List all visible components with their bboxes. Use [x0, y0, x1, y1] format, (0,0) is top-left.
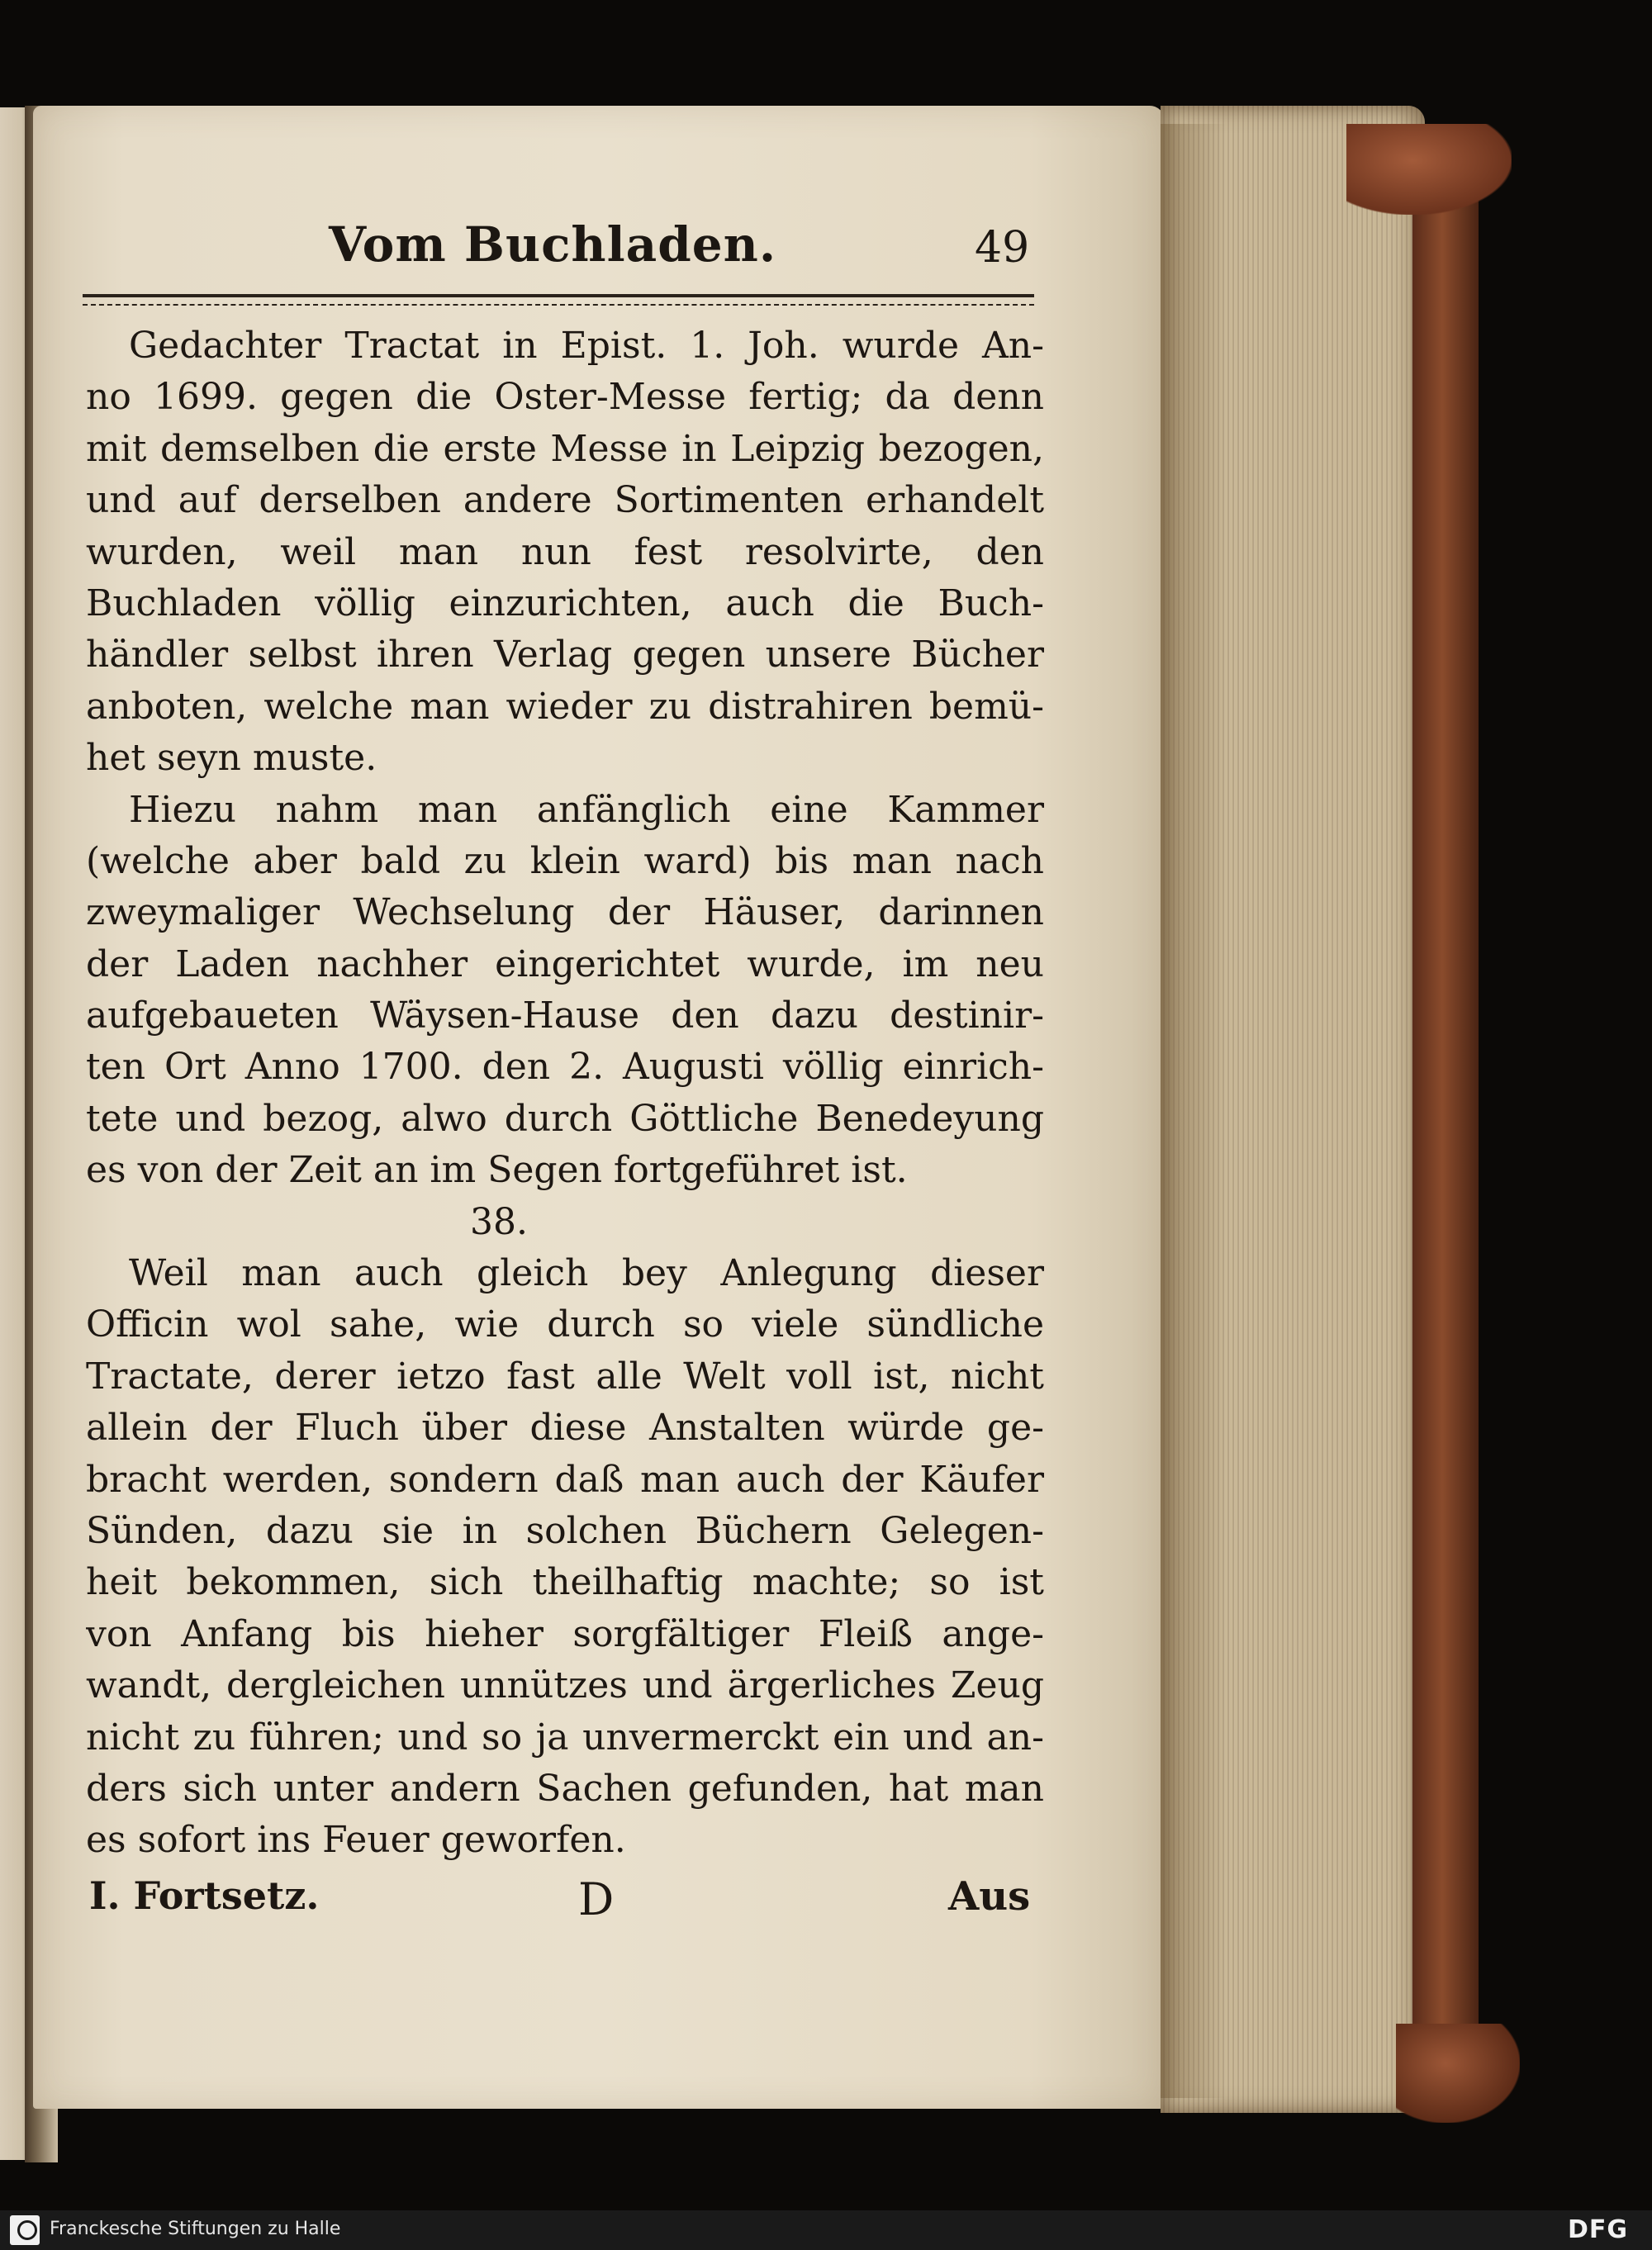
text-line: wurden, weil man nun fest resolvirte, den	[86, 530, 1044, 573]
text-line: Sünden, dazu sie in solchen Büchern Gelegen-	[86, 1509, 1044, 1552]
leather-cover	[1412, 140, 1479, 2115]
text-line: bracht werden, sondern daß man auch der Käufer	[86, 1458, 1044, 1501]
institution-logo-icon	[10, 2215, 40, 2245]
text-line: anboten, welche man wieder zu distrahiren bemü-	[86, 685, 1044, 728]
signature-line: I. Fortsetz.	[89, 1873, 320, 1918]
text-line: es von der Zeit an im Segen fortgeführet ist.	[86, 1149, 908, 1192]
text-line: heit bekommen, sich theilhaftig machte; so ist	[86, 1561, 1044, 1604]
text-line: wandt, dergleichen unnützes und ärgerliches Zeug	[86, 1664, 1044, 1707]
text-line: Hiezu nahm man anfänglich eine Kammer	[129, 788, 1044, 831]
text-line: ten Ort Anno 1700. den 2. Augusti völlig einrich-	[86, 1046, 1044, 1089]
text-line: mit demselben die erste Messe in Leipzig bezogen,	[86, 427, 1044, 470]
signature-mark: D	[578, 1873, 615, 1925]
page-number: 49	[975, 223, 1030, 273]
text-line: het seyn muste.	[86, 737, 377, 780]
text-line: es sofort ins Feuer geworfen.	[86, 1819, 626, 1862]
text-line: und auf derselben andere Sortimenten erhandelt	[86, 479, 1044, 522]
text-line: nicht zu führen; und so ja unvermerckt ein und an-	[86, 1716, 1044, 1759]
catchword: Aus	[948, 1873, 1031, 1920]
cover-corner-top	[1346, 124, 1512, 215]
header-rule	[83, 294, 1034, 306]
text-line: Gedachter Tractat in Epist. 1. Joh. wurde An-	[129, 325, 1044, 367]
text-line: tete und bezog, alwo durch Göttliche Benedeyung	[86, 1097, 1044, 1140]
text-line: Weil man auch gleich bey Anlegung dieser	[129, 1252, 1044, 1295]
text-line: aufgebaueten Wäysen-Hause den dazu destinir-	[86, 994, 1044, 1037]
text-line: Tractate, derer ietzo fast alle Welt voll ist, nicht	[86, 1355, 1044, 1398]
cover-corner-bottom	[1396, 2024, 1520, 2123]
text-line: allein der Fluch über diese Anstalten würde ge-	[86, 1407, 1044, 1450]
page-edges-shadow	[1161, 124, 1227, 2098]
text-line: Officin wol sahe, wie durch so viele sündliche	[86, 1303, 1044, 1346]
text-line: ders sich unter andern Sachen gefunden, hat man	[86, 1767, 1044, 1810]
footer-bar	[0, 2210, 1652, 2250]
text-line: (welche aber bald zu klein ward) bis man nach	[86, 839, 1044, 882]
institution-name: Franckesche Stiftungen zu Halle	[50, 2219, 341, 2239]
dfg-logo: DFG	[1568, 2215, 1629, 2244]
text-line: zweymaliger Wechselung der Häuser, darinnen	[86, 891, 1044, 934]
section-number: 38.	[470, 1200, 528, 1243]
body-text	[86, 320, 1044, 1867]
text-line: von Anfang bis hieher sorgfältiger Fleiß ange-	[86, 1612, 1044, 1655]
running-head: Vom Buchladen.	[329, 216, 777, 273]
text-line: Buchladen völlig einzurichten, auch die Buch-	[86, 581, 1044, 624]
text-line: no 1699. gegen die Oster-Messe fertig; da denn	[86, 376, 1044, 419]
text-line: händler selbst ihren Verlag gegen unsere Bücher	[86, 634, 1044, 676]
text-line: der Laden nachher eingerichtet wurde, im neu	[86, 942, 1044, 985]
